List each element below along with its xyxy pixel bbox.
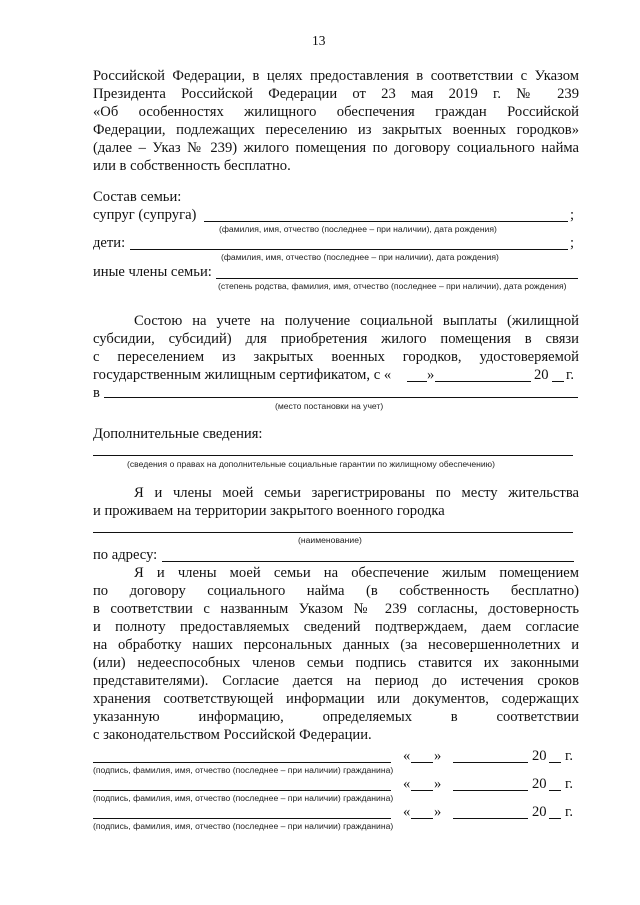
intro-line: Российской Федерации, в целях предоставления в соответствии с Указом xyxy=(93,68,579,84)
intro-line: или в собственность бесплатно. xyxy=(93,158,291,174)
signature-date-close: » xyxy=(434,748,442,764)
additional-hint: (сведения о правах на дополнительные социальные гарантии по жилищному обеспечению) xyxy=(127,459,495,469)
signature-month-field[interactable] xyxy=(453,762,528,763)
signature-date-close: » xyxy=(434,776,442,792)
intro-line: Президента Российской Федерации от 23 мая 2019 г. № 239 xyxy=(93,86,579,102)
address-label: по адресу: xyxy=(93,547,158,563)
consent-line: хранения соответствующей информации или документов, содержащих xyxy=(93,691,579,707)
signature-date-close: » xyxy=(434,804,442,820)
consent-line: на обработку наших персональных данных (за несовершеннолетних и xyxy=(93,637,579,653)
signature-day-field[interactable] xyxy=(411,790,433,791)
consent-line: представителями). Согласие дается на период до истечения сроков xyxy=(93,673,579,689)
signature-day-field[interactable] xyxy=(411,762,433,763)
consent-line: с законодательством Российской Федерации. xyxy=(93,727,372,743)
consent-line: Я и члены моей семьи на обеспечение жилым помещением xyxy=(134,565,579,581)
signature-year-suffix: г. xyxy=(565,776,573,792)
signature-date-open: « xyxy=(403,748,411,764)
certificate-year-prefix: 20 xyxy=(534,367,549,383)
certificate-day-field[interactable] xyxy=(407,381,427,382)
signature-month-field[interactable] xyxy=(453,790,528,791)
consent-line: (или) недееспособных членов семьи подпись ставится их законными xyxy=(93,655,579,671)
signature-year-field[interactable] xyxy=(549,790,561,791)
intro-line: «Об особенностях жилищного обеспечения граждан Российской xyxy=(93,104,579,120)
spouse-hint: (фамилия, имя, отчество (последнее – при наличии), дата рождения) xyxy=(219,224,497,234)
address-field[interactable] xyxy=(162,561,574,562)
signature-hint: (подпись, фамилия, имя, отчество (последнее – при наличии) гражданина) xyxy=(93,793,394,803)
town-name-field[interactable] xyxy=(93,532,573,533)
consent-line: и полноту предоставляемых сведений подтверждаем, даем согласие xyxy=(93,619,579,635)
residence-line: Я и члены моей семьи зарегистрированы по месту жительства xyxy=(134,485,579,501)
signature-date-open: « xyxy=(403,804,411,820)
spouse-end: ; xyxy=(570,207,575,223)
signature-year-prefix: 20 xyxy=(532,748,547,764)
additional-field[interactable] xyxy=(93,455,573,456)
signature-year-suffix: г. xyxy=(565,804,573,820)
others-label: иные члены семьи: xyxy=(93,264,212,280)
place-hint: (место постановки на учет) xyxy=(275,401,384,411)
family-heading: Состав семьи: xyxy=(93,189,182,205)
certificate-year-field[interactable] xyxy=(552,381,564,382)
consent-line: указанную информацию, определяемых в соответствии xyxy=(93,709,579,725)
spouse-label: супруг (супруга) xyxy=(93,207,197,223)
others-hint: (степень родства, фамилия, имя, отчество (последнее – при наличии), дата рождения) xyxy=(218,281,567,291)
page-number: 13 xyxy=(312,33,326,48)
consent-line: в соответствии с названным Указом № 239 согласны, достоверность xyxy=(93,601,579,617)
signature-date-open: « xyxy=(403,776,411,792)
signature-year-prefix: 20 xyxy=(532,776,547,792)
children-hint: (фамилия, имя, отчество (последнее – при наличии), дата рождения) xyxy=(221,252,499,262)
signature-field[interactable] xyxy=(93,790,391,791)
intro-line: (далее – Указ № 239) жилого помещения по договору социального найма xyxy=(93,140,579,156)
signature-year-prefix: 20 xyxy=(532,804,547,820)
children-label: дети: xyxy=(93,235,126,251)
place-field[interactable] xyxy=(104,397,578,398)
signature-hint: (подпись, фамилия, имя, отчество (последнее – при наличии) гражданина) xyxy=(93,765,394,775)
signature-year-field[interactable] xyxy=(549,818,561,819)
others-field[interactable] xyxy=(216,278,578,279)
residence-line: и проживаем на территории закрытого военного городка xyxy=(93,503,445,519)
additional-heading: Дополнительные сведения: xyxy=(93,426,263,442)
consent-line: по договору социального найма (в собственность бесплатно) xyxy=(93,583,579,599)
registration-line: Состою на учете на получение социальной выплаты (жилищной xyxy=(134,313,579,329)
certificate-line-start: государственным жилищным сертификатом, с « xyxy=(93,367,392,383)
intro-line: Федерации, подлежащих переселению из закрытых военных городков» xyxy=(93,122,579,138)
signature-field[interactable] xyxy=(93,762,391,763)
children-field[interactable] xyxy=(130,249,568,250)
signature-month-field[interactable] xyxy=(453,818,528,819)
registration-line: с переселением из закрытых военных городков, удостоверяемой xyxy=(93,349,579,365)
certificate-month-field[interactable] xyxy=(435,381,531,382)
certificate-quote-close: » xyxy=(427,367,435,383)
signature-field[interactable] xyxy=(93,818,391,819)
signature-year-suffix: г. xyxy=(565,748,573,764)
signature-day-field[interactable] xyxy=(411,818,433,819)
signature-year-field[interactable] xyxy=(549,762,561,763)
registration-line: субсидии, субсидий) для приобретения жилого помещения в связи xyxy=(93,331,579,347)
place-in-label: в xyxy=(93,385,100,401)
town-name-hint: (наименование) xyxy=(298,535,362,545)
certificate-year-suffix: г. xyxy=(566,367,574,383)
spouse-field[interactable] xyxy=(204,221,568,222)
signature-hint: (подпись, фамилия, имя, отчество (последнее – при наличии) гражданина) xyxy=(93,821,394,831)
children-end: ; xyxy=(570,235,575,251)
